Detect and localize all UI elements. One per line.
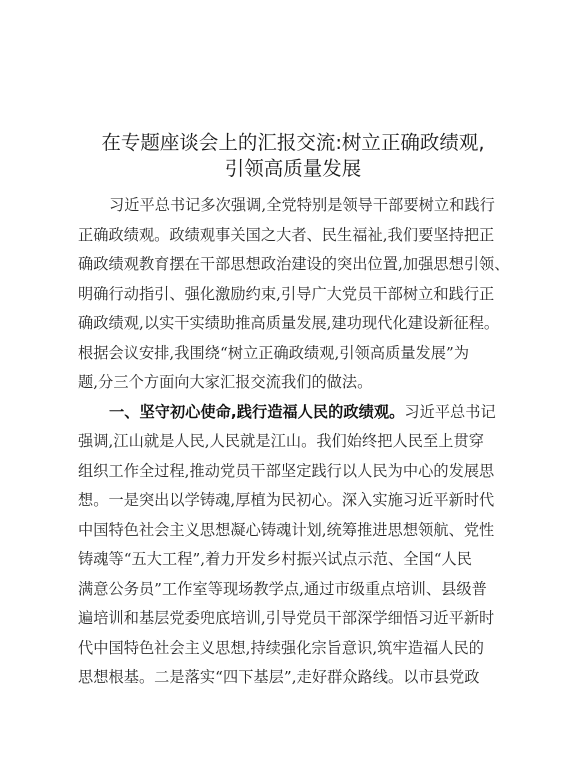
- body-line: 正确政绩观。政绩观事关国之大者、民生福祉,我们要坚持把正: [78, 225, 495, 244]
- body-line: 思想根基。二是落实“四下基层”,走好群众路线。以市县党政: [78, 668, 480, 686]
- body-line: 想。一是突出以学铸魂,厚植为民初心。深入实施习近平新时代: [78, 491, 495, 509]
- section-heading-line: [78, 398, 518, 428]
- section-heading-continuation: 习近平总书记: [404, 402, 496, 421]
- body-line: 遍培训和基层党委兜底培训,引导党员干部深学细悟习近平新时: [78, 609, 495, 627]
- body-line: 中国特色社会主义思想凝心铸魂计划,统筹推进思想领航、党性: [78, 520, 495, 539]
- body-line: 代中国特色社会主义思想,持续强化宗旨意识,筑牢造福人民的: [78, 638, 484, 657]
- document-body: [78, 191, 518, 693]
- section-heading: 一、坚守初心使命,践行造福人民的政绩观。: [109, 402, 405, 421]
- body-line: 明确行动指引、强化激励约束,引导广大党员干部树立和践行正: [78, 284, 495, 303]
- body-line: 铸魂等“五大工程”,着力开发乡村振兴试点示范、全国“人民: [78, 550, 473, 568]
- document-title-line-2: 引领高质量发展: [224, 157, 362, 180]
- body-line: 题,分三个方面向大家汇报交流我们的做法。: [78, 373, 373, 391]
- document-title-line-1: 在专题座谈会上的汇报交流:树立正确政绩观,: [101, 131, 485, 154]
- body-line: 根据会议安排,我围绕“树立正确政绩观,引领高质量发展”为: [78, 343, 470, 362]
- body-line: 确政绩观,以实干实绩助推高质量发展,建功现代化建设新征程。: [78, 314, 500, 332]
- body-line: 确政绩观教育摆在干部思想政治建设的突出位置,加强思想引领、: [78, 255, 510, 273]
- body-line: 组织工作全过程,推动党员干部坚定践行以人民为中心的发展思: [78, 461, 495, 480]
- body-line: 习近平总书记多次强调,全党特别是领导干部要树立和践行: [109, 196, 495, 214]
- body-line: 满意公务员”工作室等现场教学点,通过市级重点培训、县级普: [78, 579, 487, 598]
- body-line: 强调,江山就是人民,人民就是江山。我们始终把人民至上贯穿: [78, 432, 484, 450]
